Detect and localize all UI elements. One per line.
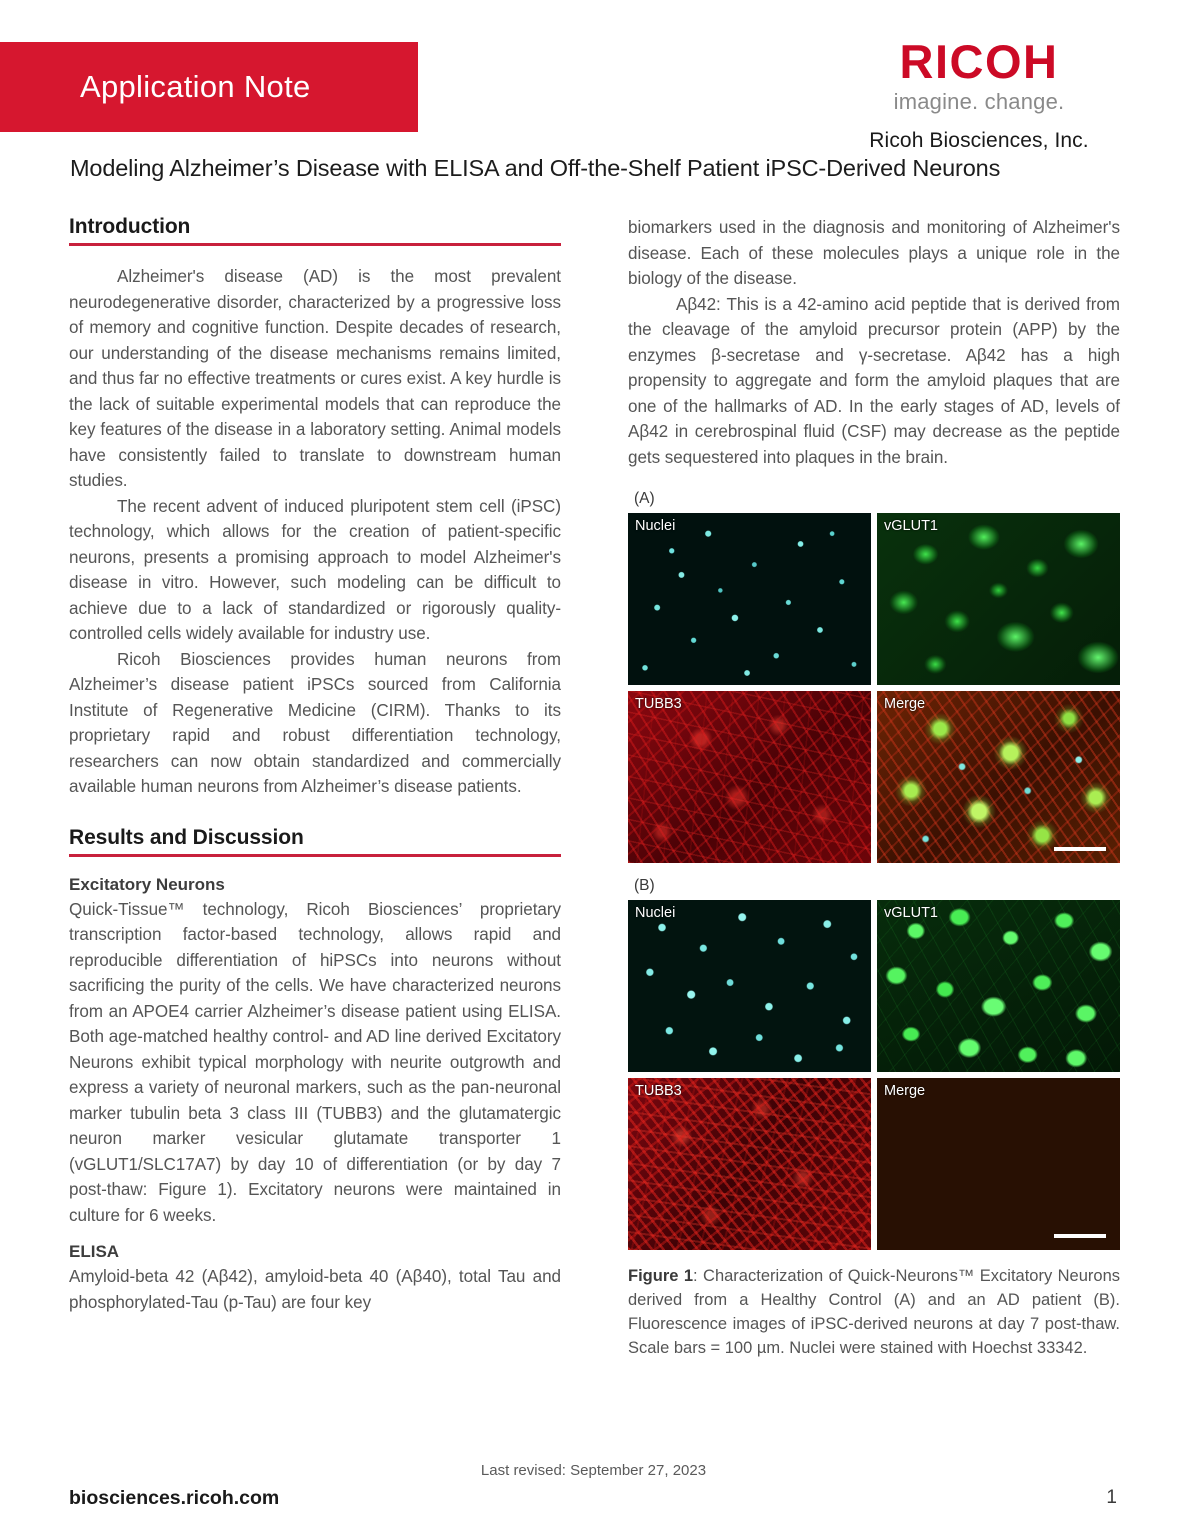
panel-b-tile-vglut1 [877, 900, 1120, 1072]
fluorescence-image-tubb3 [628, 1078, 871, 1250]
fluorescence-image-tubb3 [628, 691, 871, 863]
tile-label: Merge [884, 696, 926, 712]
tile-label: vGLUT1 [884, 905, 938, 921]
page-footer [0, 1487, 1187, 1527]
intro-paragraph-2: The recent advent of induced pluripotent stem cell (iPSC) technology, which allows for the creation of patient-specific neurons, presents a promising approach to model Alzheimer's disease in vitro. However, such modeling can be difficult to achieve due to a lack of standardized or rigorously quality-controlled cells widely available for industry use. [69, 496, 561, 643]
panel-b-tile-merge [877, 1078, 1120, 1250]
panel-a-tile-nuclei [628, 513, 871, 685]
panel-b-letter: (B) [634, 877, 655, 894]
heading-rule [69, 243, 561, 246]
left-column [69, 215, 561, 1315]
elisa-heading: ELISA [69, 1242, 120, 1261]
panel-a-tile-tubb3 [628, 691, 871, 863]
ricoh-company-name: Ricoh Biosciences, Inc. [869, 129, 1089, 152]
heading-rule [69, 854, 561, 857]
ricoh-wordmark: RICOH [899, 35, 1059, 88]
fluorescence-image-merge [877, 691, 1120, 863]
fluorescence-image-vglut1 [877, 900, 1120, 1072]
panel-b-tile-tubb3 [628, 1078, 871, 1250]
panel-b-grid [628, 900, 1120, 1250]
panel-a-letter: (A) [634, 490, 655, 507]
application-note-label: Application Note [80, 69, 311, 104]
tile-label: Merge [884, 1083, 926, 1099]
right-column [628, 215, 1120, 1360]
fluorescence-image-nuclei [628, 513, 871, 685]
tile-label: TUBB3 [635, 696, 682, 712]
tile-label: Nuclei [635, 518, 676, 534]
figure-1 [628, 490, 1120, 1360]
panel-a-tile-merge [877, 691, 1120, 863]
footer-website-link[interactable]: biosciences.ricoh.com [69, 1487, 280, 1509]
intro-paragraph-3: Ricoh Biosciences provides human neurons from Alzheimer’s disease patient iPSCs sourced from California Institute of Regenerative Medicine (CIRM). Thanks to its proprietary rapid and robust differentiation technology, researchers can now obtain standardized and commercially available human neurons from Alzheimer’s disease patients. [69, 649, 561, 796]
figure-caption-label: Figure 1 [628, 1267, 694, 1285]
fluorescence-image-nuclei [628, 900, 871, 1072]
panel-b-tile-nuclei [628, 900, 871, 1072]
elisa-paragraph: Amyloid-beta 42 (Aβ42), amyloid-beta 40 (Aβ40), total Tau and phosphorylated-Tau (p-Tau) are four key [69, 1267, 561, 1312]
tile-label: vGLUT1 [884, 518, 938, 534]
results-heading: Results and Discussion [69, 825, 304, 849]
tile-label: TUBB3 [635, 1083, 682, 1099]
scale-bar [1054, 847, 1106, 851]
intro-paragraph-1: Alzheimer's disease (AD) is the most prevalent neurodegenerative disorder, characterized by a progressive loss of memory and cognitive function. Despite decades of research, our understanding of the disease mechanisms remains limited, and thus far no effective treatments or cures exist. A key hurdle is the lack of suitable experimental models that can reproduce the key features of the disease in a laboratory setting. Animal models have consistently failed to translate to downstream human studies. [69, 267, 561, 490]
figure-caption [628, 1264, 1120, 1360]
ricoh-logo [829, 35, 1129, 153]
last-revised-note: Last revised: September 27, 2023 [480, 1462, 707, 1479]
page-title: Modeling Alzheimer’s Disease with ELISA and Off-the-Shelf Patient iPSC-Derived Neurons [70, 155, 1001, 181]
fluorescence-image-vglut1 [877, 513, 1120, 685]
figure-caption-text: : Characterization of Quick-Neurons™ Excitatory Neurons derived from a Healthy Control (A) and an AD patient (B). Fluorescence images of iPSC-derived neurons at day 7 post-thaw. Scale bars = 100 µm. Nuclei were stained with Hoechst 33342. [628, 1267, 1120, 1357]
fluorescence-image-merge [877, 1078, 1120, 1250]
page-header [0, 0, 1187, 152]
tile-label: Nuclei [635, 905, 676, 921]
biomarkers-paragraph: biomarkers used in the diagnosis and monitoring of Alzheimer's disease. Each of these molecules plays a unique role in the biology of the disease. [628, 218, 1120, 288]
excitatory-neurons-heading: Excitatory Neurons [69, 874, 225, 894]
scale-bar [1054, 1234, 1106, 1238]
excitatory-neurons-paragraph: Quick-Tissue™ technology, Ricoh Biosciences’ proprietary transcription factor-based technology, allows rapid and reproducible differentiation of hiPSCs into neurons without sacrificing the purity of the cells. We have characterized neurons from an APOE4 carrier Alzheimer’s disease patient using ELISA. Both age-matched healthy control- and AD line derived Excitatory Neurons exhibit typical morphology with neurite outgrowth and express a variety of neuronal markers, such as the pan-neuronal marker tubulin beta 3 class III (TUBB3) and the glutamatergic neuron marker vesicular glutamate transporter 1 (vGLUT1/SLC17A7) by day 10 of differentiation (or by day 7 post-thaw: Figure 1). Excitatory neurons were maintained in culture for 6 weeks. [69, 899, 561, 1225]
panel-a-tile-vglut1 [877, 513, 1120, 685]
ricoh-tagline: imagine. change. [893, 89, 1065, 114]
panel-a-grid [628, 513, 1120, 863]
introduction-heading: Introduction [69, 215, 191, 238]
abeta42-paragraph: Aβ42: This is a 42-amino acid peptide that is derived from the cleavage of the amyloid precursor protein (APP) by the enzymes β-secretase and γ-secretase. Aβ42 has a high propensity to aggregate and form the amyloid plaques that are one of the hallmarks of AD. In the early stages of AD, levels of Aβ42 in cerebrospinal fluid (CSF) may decrease as the peptide gets sequestered into plaques in the brain. [628, 294, 1120, 467]
page-number: 1 [1106, 1487, 1117, 1508]
